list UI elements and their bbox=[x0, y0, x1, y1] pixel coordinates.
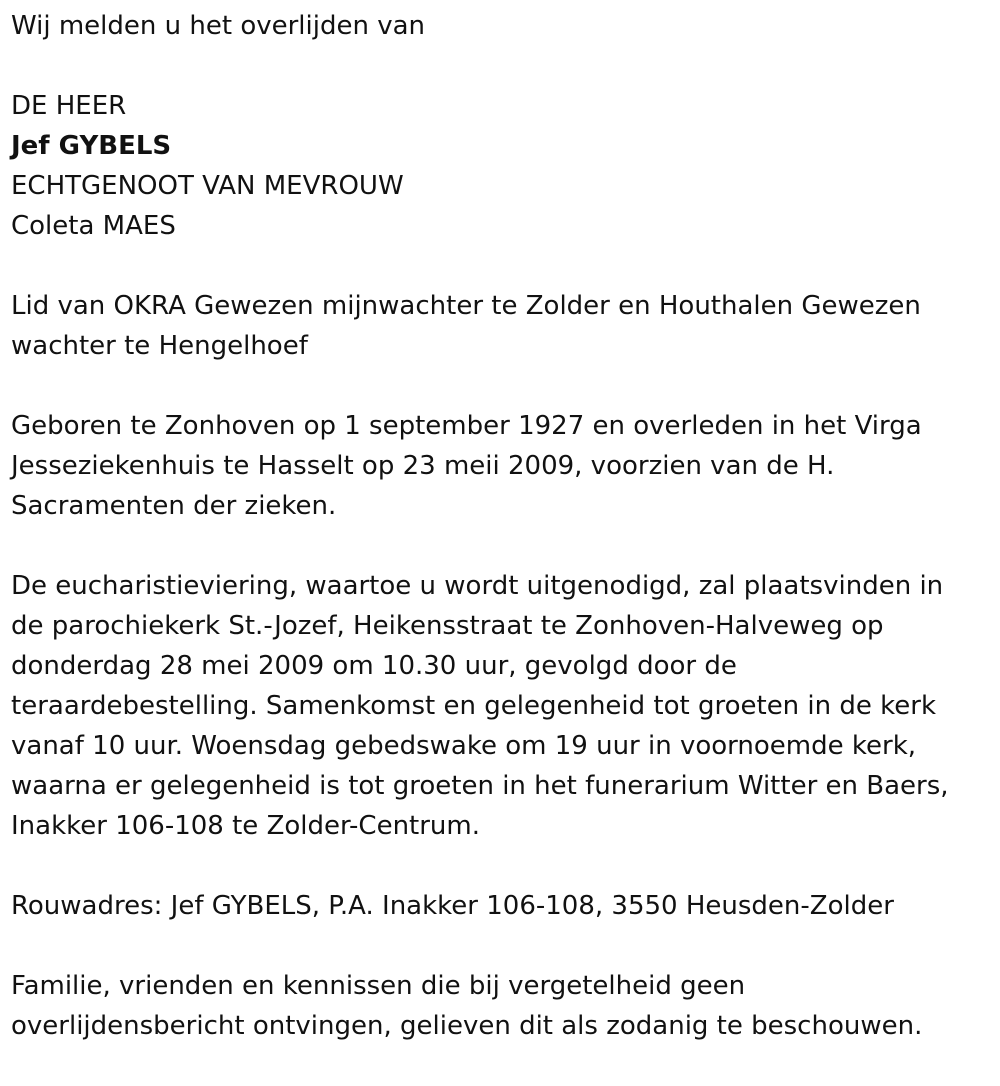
paragraph-line: Familie, vrienden en kennissen die bij vergetelheid geen bbox=[11, 971, 746, 1001]
paragraph-line: Lid van OKRA Gewezen mijnwachter te Zolder en Houthalen Gewezen bbox=[11, 291, 921, 321]
paragraph-line: Inakker 106-108 te Zolder-Centrum. bbox=[11, 811, 481, 841]
paragraph-line: Sacramenten der zieken. bbox=[11, 491, 337, 521]
paragraph-line: Geboren te Zonhoven op 1 september 1927 en overleden in het Virga bbox=[11, 411, 922, 441]
paragraph-line: donderdag 28 mei 2009 om 10.30 uur, gevolgd door de bbox=[11, 651, 737, 681]
spouse-title: ECHTGENOOT VAN MEVROUW bbox=[11, 171, 404, 201]
intro-text: Wij melden u het overlijden van bbox=[11, 11, 426, 41]
paragraph-line: wachter te Hengelhoef bbox=[11, 331, 308, 361]
deceased-name: Jef GYBELS bbox=[11, 131, 172, 161]
paragraph-line: Jesseziekenhuis te Hasselt op 23 meii 2009, voorzien van de H. bbox=[11, 451, 835, 481]
paragraph-line: vanaf 10 uur. Woensdag gebedswake om 19 uur in voornoemde kerk, bbox=[11, 731, 917, 761]
spacer bbox=[11, 926, 1000, 966]
paragraph-line: overlijdensbericht ontvingen, gelieven dit als zodanig te beschouwen. bbox=[11, 1011, 923, 1041]
paragraph-line: waarna er gelegenheid is tot groeten in het funerarium Witter en Baers, bbox=[11, 771, 949, 801]
mourning-address: Rouwadres: Jef GYBELS, P.A. Inakker 106-108, 3550 Heusden-Zolder bbox=[11, 891, 894, 921]
paragraph-line: De eucharistieviering, waartoe u wordt uitgenodigd, zal plaatsvinden in bbox=[11, 571, 944, 601]
spacer bbox=[11, 246, 1000, 286]
spacer bbox=[11, 46, 1000, 86]
birth-death-paragraph bbox=[11, 406, 1000, 526]
membership-paragraph bbox=[11, 286, 1000, 366]
paragraph-line: teraardebestelling. Samenkomst en gelegenheid tot groeten in de kerk bbox=[11, 691, 937, 721]
paragraph-line: de parochiekerk St.-Jozef, Heikensstraat te Zonhoven-Halveweg op bbox=[11, 611, 884, 641]
honorific: DE HEER bbox=[11, 91, 127, 121]
spacer bbox=[11, 366, 1000, 406]
spacer bbox=[11, 526, 1000, 566]
spacer bbox=[11, 846, 1000, 886]
closing-paragraph bbox=[11, 966, 1000, 1046]
ceremony-paragraph bbox=[11, 566, 1000, 846]
spouse-name: Coleta MAES bbox=[11, 211, 176, 241]
